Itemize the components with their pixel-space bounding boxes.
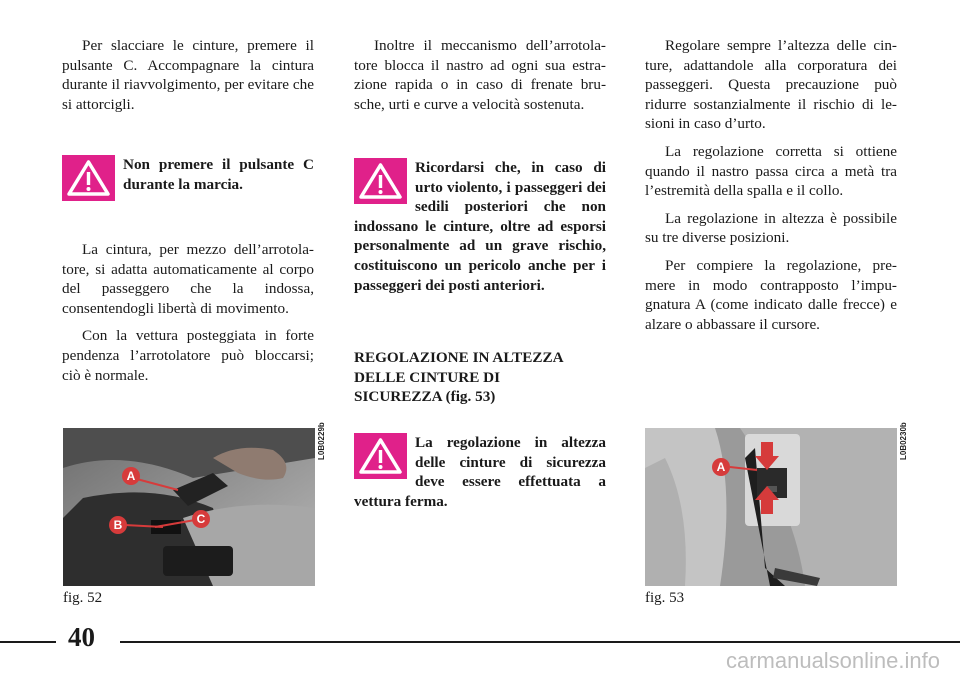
fig53-photo xyxy=(645,428,897,586)
warning-text: La regolazione in altezza delle cinture di sicurezza deve essere effettuata a vettura ferma. xyxy=(354,434,606,510)
figure-code: L0B0229b xyxy=(317,422,326,460)
callout-b xyxy=(109,516,127,534)
svg-text:C: C xyxy=(196,512,206,526)
section-heading xyxy=(354,348,606,407)
footer-rule-left xyxy=(0,641,56,643)
warning-icon xyxy=(354,158,407,204)
figure-caption: fig. 52 xyxy=(63,590,103,606)
warning-icon xyxy=(62,155,115,201)
column-2-top xyxy=(354,36,606,122)
heading-line: SICUREZZA (fig. 53) xyxy=(354,388,496,406)
column-1-top xyxy=(62,36,314,122)
svg-text:B: B xyxy=(113,518,123,532)
paragraph: Inoltre il meccanismo dell’arrotola-tore blocca il nastro ad ogni sua estra-zione rapida o in caso di frenate bru-sche, urti e curve a velocità sostenuta. xyxy=(354,37,606,113)
footer-rule-right xyxy=(120,641,960,643)
figure-caption: fig. 53 xyxy=(645,590,685,606)
svg-text:A: A xyxy=(126,469,136,483)
paragraph: La cintura, per mezzo dell’arrotola-tore, si adatta automaticamente al corpo del passeggero che la indossa, consentendogli libertà di movimento. xyxy=(62,241,314,317)
callout-c xyxy=(192,510,210,528)
warning-icon xyxy=(354,433,407,479)
warning-box xyxy=(354,158,606,295)
watermark: carmanualsonline.info xyxy=(725,648,940,673)
callout-a xyxy=(712,458,730,476)
paragraph: Con la vettura posteggiata in forte pendenza l’arrotolatore può bloccarsi; ciò è normale. xyxy=(62,327,314,384)
figure-code: L0B0230b xyxy=(899,422,908,460)
page-number: 40 xyxy=(68,622,95,652)
fig52-photo xyxy=(63,428,315,586)
heading-line: REGOLAZIONE IN ALTEZZA xyxy=(354,349,564,366)
column-1-bottom xyxy=(62,240,314,393)
paragraph: La regolazione in altezza è possibile su tre diverse posizioni. xyxy=(645,209,897,247)
warning-text: Non premere il pulsante C durante la marcia. xyxy=(123,156,314,193)
paragraph: Per slacciare le cinture, premere il pulsante C. Accompagnare la cintura durante il riavvolgimento, per evitare che si attorcigli. xyxy=(62,37,314,113)
warning-box xyxy=(354,433,606,511)
heading-line: DELLE CINTURE DI xyxy=(354,368,501,386)
seat-belt-buckle-illustration xyxy=(63,428,315,586)
paragraph: Regolare sempre l’altezza delle cin-ture, adattandole alla corporatura dei passeggeri. Questa precauzione può ridurre sostanzialmente il rischio di le-sioni in caso d’urto. xyxy=(645,37,897,133)
warning-text: Ricordarsi che, in caso di urto violento, i passeggeri dei sedili posteriori che non indossano le cinture, oltre ad esporsi personalmente ad un grave rischio, costituiscono un pericolo anche per i passeggeri dei posti anteriori. xyxy=(354,159,606,294)
column-3 xyxy=(645,36,897,342)
svg-text:A: A xyxy=(716,460,726,474)
paragraph: Per compiere la regolazione, pre-mere in modo contrapposto l’impu-gnatura A (come indicato dalle frecce) e alzare o abbassare il cursore. xyxy=(645,256,897,333)
callout-a xyxy=(122,467,140,485)
seat-belt-height-adjuster-illustration xyxy=(645,428,897,586)
warning-box xyxy=(62,155,314,203)
paragraph: La regolazione corretta si ottiene quando il nastro passa circa a metà tra l’estremità della spalla e il collo. xyxy=(645,142,897,200)
